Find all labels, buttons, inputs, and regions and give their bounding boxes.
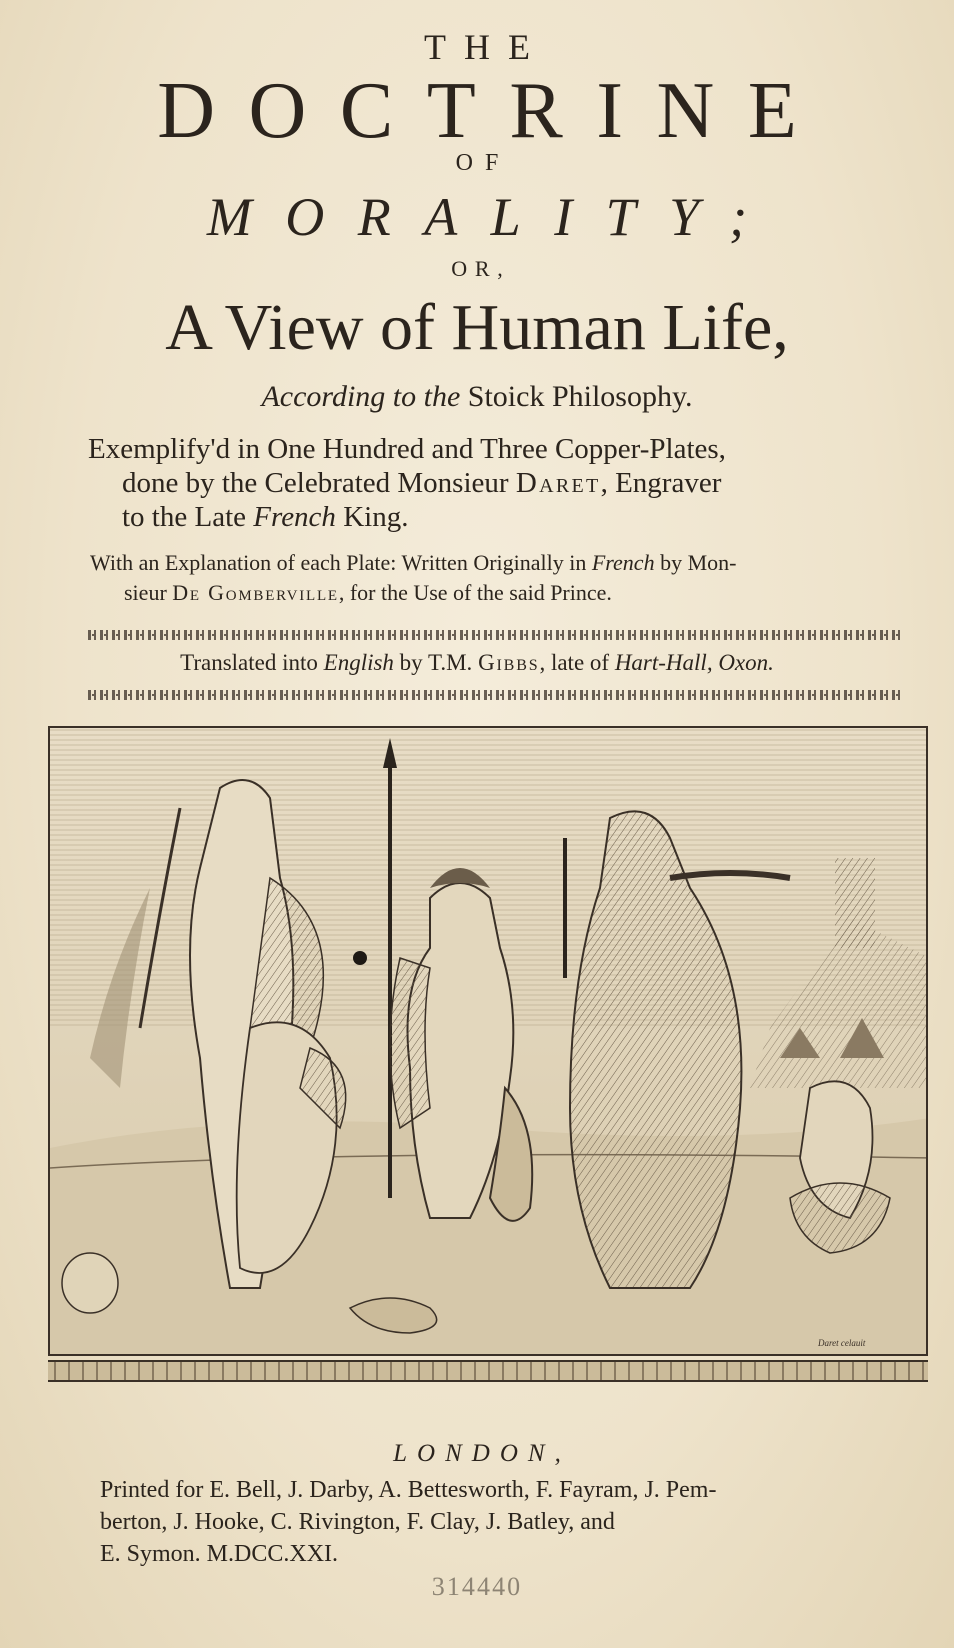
- exemplify-line-3-b: King.: [335, 501, 409, 533]
- explanation-line-1: [90, 548, 902, 578]
- according-roman: Stoick Philosophy.: [467, 380, 693, 413]
- imprint-paragraph: [100, 1474, 908, 1570]
- ornamental-rule-top: [88, 630, 904, 640]
- translated-c: , late of: [539, 650, 615, 675]
- title-doctrine: DOCTRINE: [157, 67, 831, 155]
- explanation-paragraph: [90, 548, 902, 608]
- according-line: [0, 380, 954, 414]
- explanation-line-1-italic: French: [591, 550, 655, 575]
- translator-line: [0, 650, 954, 676]
- explanation-line-1-a: With an Explanation of each Plate: Written Originally in: [90, 550, 592, 575]
- imprint-line-3: E. Symon. M.DCC.XXI.: [100, 1541, 339, 1567]
- tower: [835, 858, 875, 948]
- exemplify-line-1: Exemplify'd in One Hundred and Three Copper-Plates,: [88, 433, 726, 465]
- explanation-line-2-a: sieur: [124, 580, 173, 605]
- plate-border-ornament: [48, 1360, 928, 1382]
- mask: [62, 1253, 118, 1313]
- exemplify-paragraph: [88, 432, 904, 534]
- explanation-line-2: [90, 578, 902, 608]
- exemplify-line-3: [88, 500, 904, 534]
- imprint-line-1: Printed for E. Bell, J. Darby, A. Bettesworth, F. Fayram, J. Pem-: [100, 1477, 717, 1503]
- shelfmark-stamp: 314440: [431, 1572, 523, 1601]
- translator-name: Gibbs: [478, 650, 540, 675]
- subtitle: A View of Human Life,: [165, 291, 789, 364]
- explanation-line-2-b: , for the Use of the said Prince.: [338, 580, 612, 605]
- translated-italic-2: Hart-Hall, Oxon.: [614, 650, 774, 675]
- author-name: De Gomberville: [172, 580, 339, 605]
- title-or: OR,: [451, 256, 511, 281]
- translated-italic-1: English: [323, 650, 394, 675]
- exemplify-line-2: [88, 466, 904, 500]
- title-the: THE: [424, 27, 548, 67]
- engraver-signature: Daret celauit: [818, 1338, 866, 1348]
- explanation-line-1-b: by Mon-: [654, 550, 737, 575]
- engraving-illustration: [50, 728, 928, 1356]
- translated-b: by T.M.: [393, 650, 479, 675]
- title-morality: MORALITY;: [206, 187, 781, 247]
- exemplify-line-3-a: to the Late: [122, 501, 254, 533]
- engraved-plate: [48, 726, 928, 1356]
- exemplify-line-2-a: done by the Celebrated Monsieur: [122, 467, 516, 499]
- exemplify-line-2-b: , Engraver: [600, 467, 722, 499]
- ornamental-rule-bottom: [88, 690, 904, 700]
- translated-a: Translated into: [180, 650, 324, 675]
- exemplify-line-3-italic: French: [253, 501, 336, 533]
- according-italic: According to the: [261, 380, 461, 413]
- cloak: [390, 958, 430, 1128]
- engraver-name: Daret: [515, 467, 601, 499]
- imprint-city: LONDON,: [393, 1440, 571, 1467]
- title-of: OF: [455, 150, 511, 176]
- imprint-line-2: berton, J. Hooke, C. Rivington, F. Clay, J. Batley, and: [100, 1509, 615, 1535]
- ink-spot: [353, 951, 367, 965]
